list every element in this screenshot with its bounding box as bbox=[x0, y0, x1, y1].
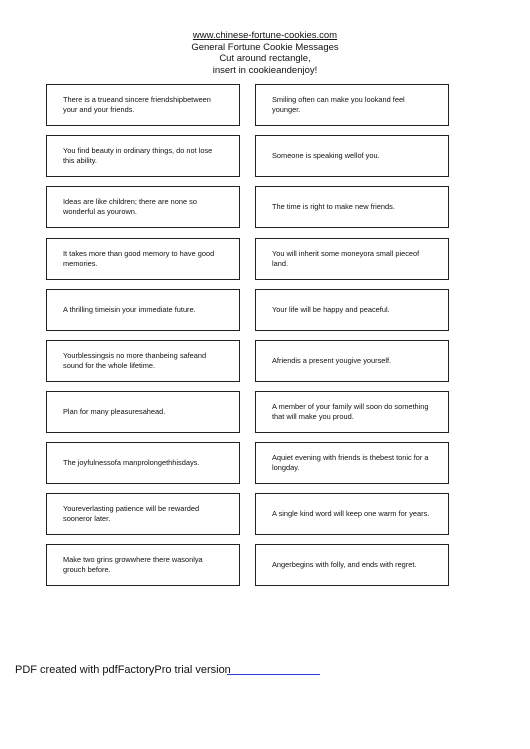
fortune-card-right-7 bbox=[255, 391, 449, 433]
fortune-text: A single kind word will keep one warm for years. bbox=[272, 509, 430, 518]
fortune-text: Smiling often can make you lookand feel younger. bbox=[272, 95, 405, 114]
fortune-card-right-5 bbox=[255, 289, 449, 331]
footer-link[interactable] bbox=[227, 674, 320, 675]
fortune-card-left-5 bbox=[46, 289, 240, 331]
fortune-card-right-8 bbox=[255, 442, 449, 484]
fortune-text: Afriendis a present yougive yourself. bbox=[272, 356, 392, 365]
fortune-text: You will inherit some moneyora small pieceof land. bbox=[272, 249, 420, 268]
fortune-text: It takes more than good memory to have good memories. bbox=[63, 249, 215, 268]
fortune-text: Yourblessingsis no more thanbeing safeand sound for the whole lifetime. bbox=[63, 351, 207, 370]
fortune-card-right-4 bbox=[255, 238, 449, 280]
fortune-text: There is a trueand sincere friendshipbetween your and your friends. bbox=[63, 95, 211, 114]
fortune-card-right-2 bbox=[255, 135, 449, 177]
instruction-line-2: insert in cookieandenjoy! bbox=[212, 64, 318, 76]
site-url-link[interactable]: www.chinese-fortune-cookies.com bbox=[192, 30, 338, 41]
fortune-card-left-2 bbox=[46, 135, 240, 177]
fortune-text: The time is right to make new friends. bbox=[272, 202, 395, 211]
fortune-text: A thrilling timeisin your immediate future. bbox=[63, 305, 196, 314]
fortune-card-right-3 bbox=[255, 186, 449, 228]
fortune-text: Ideas are like children; there are none so wonderful as yourown. bbox=[63, 197, 197, 216]
page-title: General Fortune Cookie Messages bbox=[191, 41, 339, 53]
fortune-text: You find beauty in ordinary things, do not lose this ability. bbox=[63, 146, 213, 165]
fortune-card-left-4 bbox=[46, 238, 240, 280]
fortune-text: Your life will be happy and peaceful. bbox=[272, 305, 390, 314]
fortune-card-left-7 bbox=[46, 391, 240, 433]
fortune-text: A member of your family will soon do something that will make you proud. bbox=[272, 402, 429, 421]
fortune-card-left-3 bbox=[46, 186, 240, 228]
fortune-text: Youreverlasting patience will be rewarded sooneror later. bbox=[63, 504, 200, 523]
pdf-footer-text: PDF created with pdfFactoryPro trial version bbox=[15, 664, 231, 676]
fortune-card-right-9 bbox=[255, 493, 449, 535]
fortune-text: The joyfulnessofa manprolongethhisdays. bbox=[63, 458, 200, 467]
fortune-card-left-10 bbox=[46, 544, 240, 586]
fortune-card-right-1 bbox=[255, 84, 449, 126]
page-header bbox=[0, 30, 530, 76]
fortune-text: Aquiet evening with friends is thebest tonic for a longday. bbox=[272, 453, 429, 472]
fortune-card-left-9 bbox=[46, 493, 240, 535]
fortune-text: Someone is speaking wellof you. bbox=[272, 151, 380, 160]
fortune-text: Make two grins growwhere there wasonlya grouch before. bbox=[63, 555, 203, 574]
fortune-card-left-6 bbox=[46, 340, 240, 382]
fortune-card-left-1 bbox=[46, 84, 240, 126]
fortune-text: Plan for many pleasuresahead. bbox=[63, 407, 166, 416]
fortune-card-left-8 bbox=[46, 442, 240, 484]
fortune-text: Angerbegins with folly, and ends with regret. bbox=[272, 560, 417, 569]
fortune-card-right-6 bbox=[255, 340, 449, 382]
fortune-card-right-10 bbox=[255, 544, 449, 586]
instruction-line-1: Cut around rectangle, bbox=[219, 53, 311, 64]
